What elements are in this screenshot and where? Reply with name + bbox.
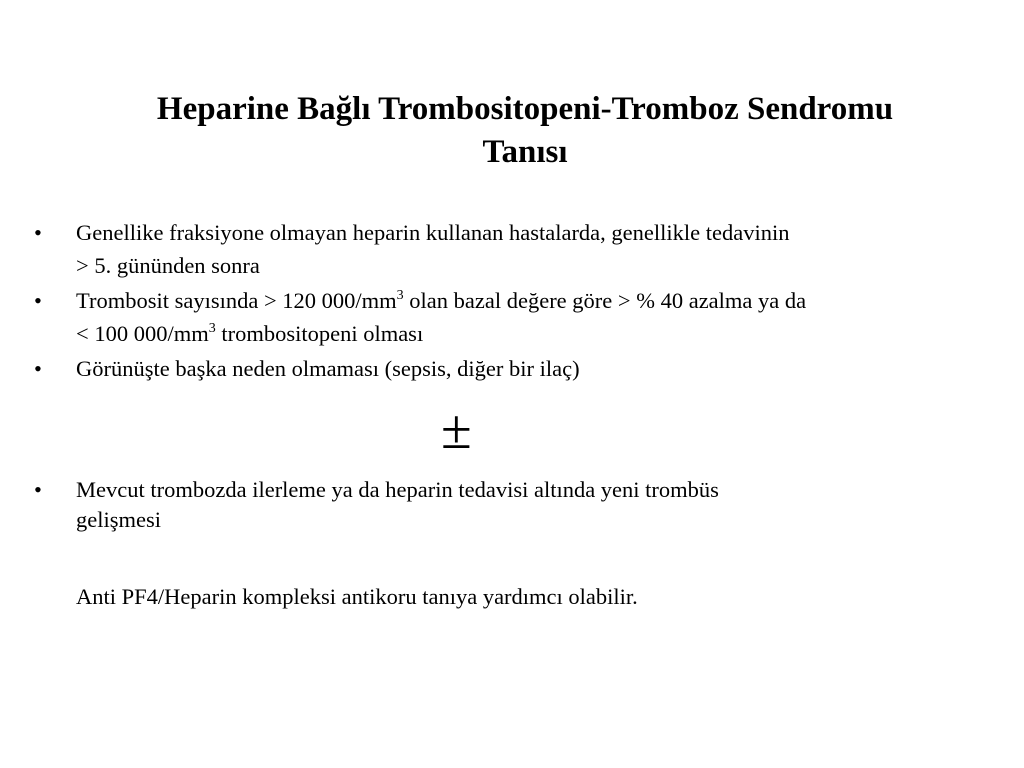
bullet-text-line: Mevcut trombozda ilerleme ya da heparin tedavisi altında yeni trombüs (76, 477, 719, 502)
list-item (30, 216, 1010, 282)
plus-minus-symbol: ± (441, 399, 472, 461)
bullet-icon: • (34, 356, 42, 381)
footnote-text: Anti PF4/Heparin kompleksi antikoru tanıya yardımcı olabilir. (76, 584, 638, 609)
superscript: 3 (396, 288, 404, 303)
list-item (30, 352, 1010, 385)
bullet-text-line (76, 317, 1010, 350)
list-item (30, 284, 1010, 350)
bullet-text-part: Trombosit sayısında > 120 000/mm (76, 288, 397, 313)
bullet-text-line (76, 284, 1010, 317)
bullet-icon: • (34, 288, 42, 313)
bullet-text-line: gelişmesi (76, 507, 161, 532)
slide-title-line-2: Tanısı (482, 134, 568, 170)
bullet-text-line: Görünüşte başka neden olmaması (sepsis, diğer bir ilaç) (76, 356, 580, 381)
bullet-icon: • (34, 220, 42, 245)
bullet-text-line: Genellike fraksiyone olmayan heparin kullanan hastalarda, genellikle tedavinin (76, 220, 790, 245)
bullet-text-part: < 100 000/mm (76, 321, 209, 346)
bullet-text-part: trombositopeni olması (215, 321, 424, 346)
criteria-list (30, 216, 1010, 387)
bullet-icon: • (34, 477, 42, 502)
superscript: 3 (208, 321, 216, 336)
slide-title (40, 88, 1010, 174)
bullet-text-part: olan bazal değere göre > % 40 azalma ya da (403, 288, 807, 313)
bullet-text-line: > 5. gününden sonra (76, 253, 260, 278)
criteria-list-secondary (30, 475, 1010, 537)
slide-title-line-1: Heparine Bağlı Trombositopeni-Tromboz Sendromu (156, 91, 894, 127)
list-item (30, 475, 1010, 535)
